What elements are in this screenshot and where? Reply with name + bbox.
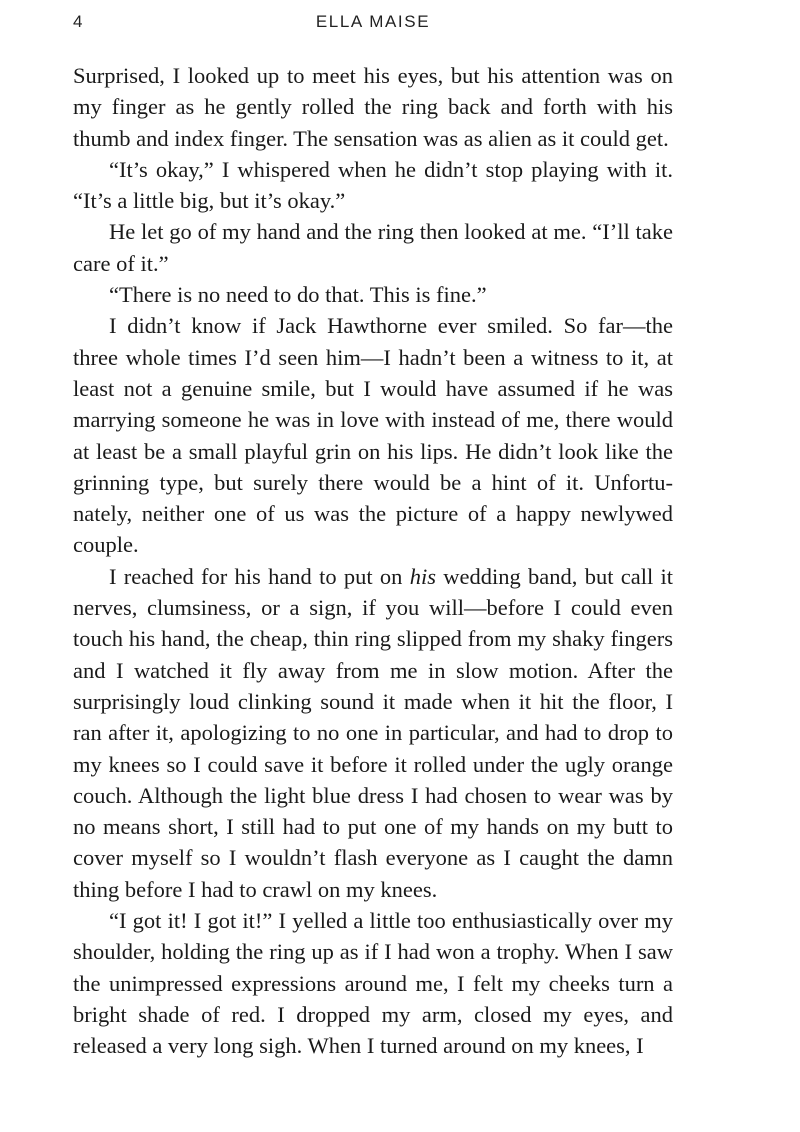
paragraph bbox=[73, 154, 673, 217]
paragraph bbox=[73, 905, 673, 1061]
paragraph bbox=[73, 216, 673, 279]
text-run: I reached for his hand to put on bbox=[109, 563, 410, 589]
paragraph bbox=[73, 561, 673, 905]
italic-run: his bbox=[409, 563, 436, 589]
running-head bbox=[73, 12, 673, 38]
paragraph bbox=[73, 60, 673, 154]
author-name: ELLA MAISE bbox=[315, 12, 431, 31]
body-text bbox=[73, 60, 673, 1062]
text-run: He let go of my hand and the ring then looked at me. “I’ll take care of it.” bbox=[73, 219, 673, 276]
paragraph bbox=[73, 279, 673, 310]
text-run: “I got it! I got it!” I yelled a little too enthusiastically over my shoulder, holding the ring up as if I had won a trophy. When I saw the unimpressed expressions around me, I felt my cheeks turn a bright shade of red. I dropped my arm, closed my eyes, and released a very long sigh. When I turned around on my knees, I bbox=[73, 908, 673, 1059]
text-run: “It’s okay,” I whispered when he didn’t stop playing with it. “It’s a little big, but it’s okay.” bbox=[73, 156, 673, 214]
text-run: Surprised, I looked up to meet his eyes, but his attention was on my finger as he gently rolled the ring back and forth with his thumb and index finger. The sensation was as alien as it could get. bbox=[73, 63, 673, 151]
text-run: “There is no need to do that. This is fine.” bbox=[109, 282, 487, 308]
text-run: wedding band, but call it nerves, clumsiness, or a sign, if you will—before I could even touch his hand, the cheap, thin ring slipped from my shaky fingers and I watched it fly away from me in slow motion. After the surprisingly loud clinking sound it made when it hit the floor, I ran after it, apologizing to no one in particular, and had to drop to my knees so I could save it before it rolled under the ugly orange couch. Although the light blue dress I had chosen to wear was by no means short, I still had to put one of my hands on my butt to cover myself so I wouldn’t flash everyone as I caught the damn thing before I had to crawl on my knees. bbox=[73, 563, 673, 902]
page-number: 4 bbox=[73, 12, 85, 31]
text-run: I didn’t know if Jack Hawthorne ever smiled. So far—the three whole times I’d seen him—I hadn’t been a witness to it, at least not a genuine smile, but I would have assumed if he was marrying someone he was in love with instead of me, there would at least be a small playful grin on his lips. He didn’t look like the grinning type, but surely there would be a hint of it. Unfortunately, neither one of us was the picture of a happy newlywed couple. bbox=[73, 313, 673, 558]
paragraph bbox=[73, 310, 673, 560]
